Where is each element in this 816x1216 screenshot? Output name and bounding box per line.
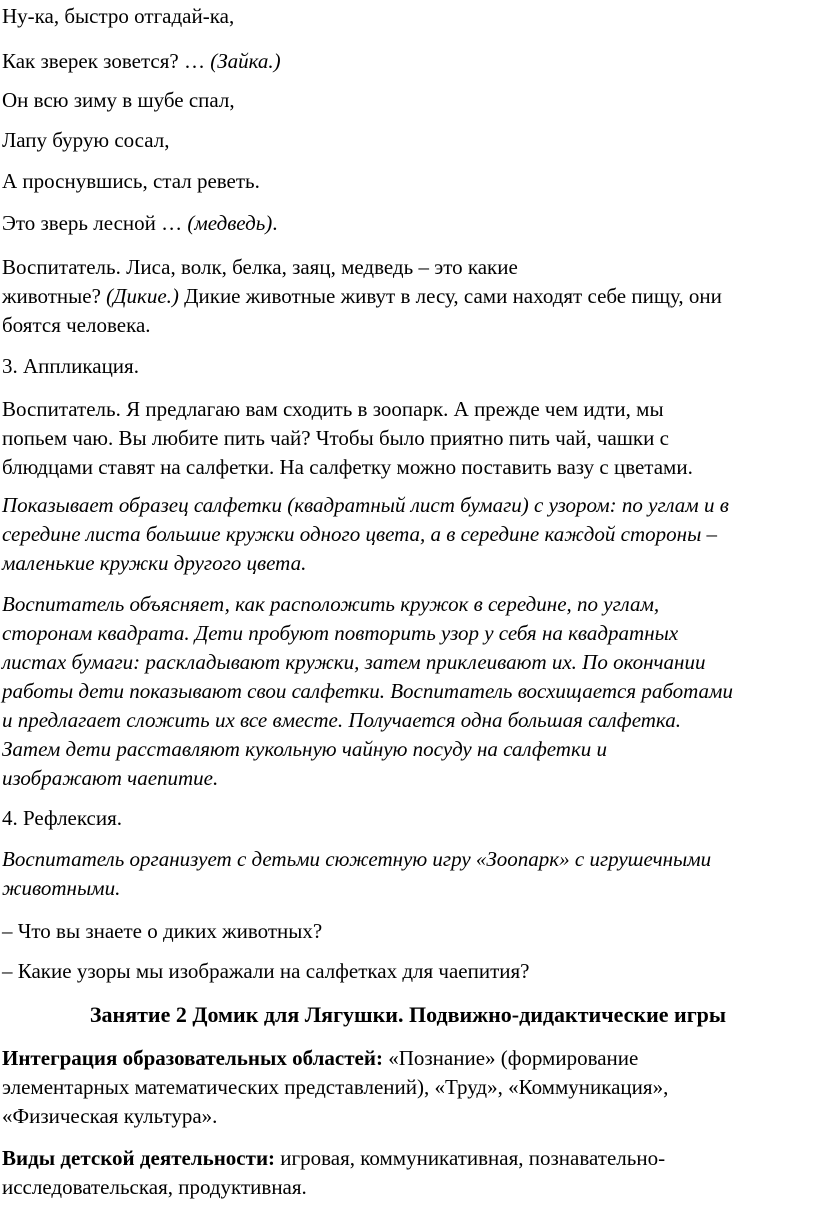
answer-wild: (Дикие.)	[106, 284, 179, 308]
riddle-line-2-text: Как зверек зовется? …	[2, 49, 205, 73]
section-4-title	[2, 804, 122, 833]
teacher-paragraph-2	[2, 395, 814, 482]
teacher-paragraph-1-row-2	[2, 282, 814, 311]
explains-row-1: Воспитатель объясняет, как расположить кружок в середине, по углам,	[2, 592, 660, 616]
explains-row-3: листах бумаги: раскладывают кружки, затем приклеивают их. По окончании	[2, 650, 706, 674]
riddle-line-3	[2, 86, 235, 115]
question-1	[2, 917, 322, 946]
explains-paragraph	[2, 590, 814, 793]
explains-row-7: изображают чаепитие.	[2, 766, 219, 790]
section-4-title-text: 4. Рефлексия.	[2, 806, 123, 830]
teacher-paragraph-1	[2, 253, 814, 340]
explains-row-2: сторонам квадрата. Дети пробуют повторить узор у себя на квадратных	[2, 621, 679, 645]
riddle-answer-bear: (медведь)	[187, 211, 273, 235]
activities-row-1-rest: игровая, коммуникативная, познавательно-	[280, 1146, 666, 1170]
shows-sample-row-3: маленькие кружки другого цвета.	[2, 551, 307, 575]
activities-row-2: исследовательская, продуктивная.	[2, 1175, 307, 1199]
riddle-line-2	[2, 47, 281, 76]
riddle-line-4	[2, 126, 169, 155]
riddle-line-5-text: А проснувшись, стал реветь.	[2, 169, 260, 193]
integration-row-3: «Физическая культура».	[2, 1104, 218, 1128]
organizes-row-1: Воспитатель организует с детьми сюжетную игру «Зоопарк» с игрушечными	[2, 847, 712, 871]
teacher-paragraph-2-row-2: попьем чаю. Вы любите пить чай? Чтобы было приятно пить чай, чашки с	[2, 426, 669, 450]
riddle-line-6-end: .	[272, 211, 278, 235]
organizes-paragraph	[2, 845, 814, 903]
activities-label: Виды детской деятельности:	[2, 1146, 276, 1170]
riddle-line-1	[2, 2, 234, 31]
integration-row-1-rest: «Познание» (формирование	[388, 1046, 639, 1070]
teacher-paragraph-2-row-1: Воспитатель. Я предлагаю вам сходить в зоопарк. А прежде чем идти, мы	[2, 397, 664, 421]
riddle-line-6-text: Это зверь лесной …	[2, 211, 183, 235]
question-1-text: – Что вы знаете о диких животных?	[2, 919, 323, 943]
riddle-line-4-text: Лапу бурую сосал,	[2, 128, 170, 152]
explains-row-5: и предлагает сложить их все вместе. Получается одна большая салфетка.	[2, 708, 681, 732]
organizes-row-2: животными.	[2, 876, 121, 900]
activities-row-1	[2, 1144, 814, 1173]
shows-sample-paragraph	[2, 491, 814, 578]
riddle-line-5	[2, 167, 260, 196]
teacher-paragraph-1-row-3: боятся человека.	[2, 313, 151, 337]
question-2-text: – Какие узоры мы изображали на салфетках для чаепития?	[2, 959, 530, 983]
lesson-2-heading-text: Занятие 2 Домик для Лягушки. Подвижно-дидактические игры	[89, 1002, 727, 1027]
explains-row-4: работы дети показывают свои салфетки. Воспитатель восхищается работами	[2, 679, 733, 703]
shows-sample-row-1: Показывает образец салфетки (квадратный лист бумаги) с узором: по углам и в	[2, 493, 729, 517]
section-3-title	[2, 352, 139, 381]
teacher-paragraph-1-row-1: Воспитатель. Лиса, волк, белка, заяц, медведь – это какие	[2, 255, 518, 279]
riddle-line-1-text: Ну-ка, быстро отгадай-ка,	[2, 4, 235, 28]
teacher-paragraph-1-row-2-end: Дикие животные живут в лесу, сами находят себе пищу, они	[184, 284, 722, 308]
shows-sample-row-2: середине листа большие кружки одного цвета, а в середине каждой стороны –	[2, 522, 718, 546]
riddle-line-3-text: Он всю зиму в шубе спал,	[2, 88, 235, 112]
riddle-line-6	[2, 209, 278, 238]
integration-paragraph	[2, 1044, 814, 1131]
explains-row-6: Затем дети расставляют кукольную чайную посуду на салфетки и	[2, 737, 608, 761]
question-2	[2, 957, 529, 986]
integration-row-2: элементарных математических представлений), «Труд», «Коммуникация»,	[2, 1075, 669, 1099]
integration-row-1	[2, 1044, 814, 1073]
section-3-title-text: 3. Аппликация.	[2, 354, 139, 378]
riddle-answer-hare: (Зайка.)	[210, 49, 281, 73]
lesson-2-heading	[0, 1000, 816, 1029]
teacher-paragraph-2-row-3: блюдцами ставят на салфетки. На салфетку можно поставить вазу с цветами.	[2, 455, 693, 479]
integration-label: Интеграция образовательных областей:	[2, 1046, 383, 1070]
teacher-paragraph-1-row-2-start: животные?	[2, 284, 101, 308]
activities-paragraph	[2, 1144, 814, 1202]
